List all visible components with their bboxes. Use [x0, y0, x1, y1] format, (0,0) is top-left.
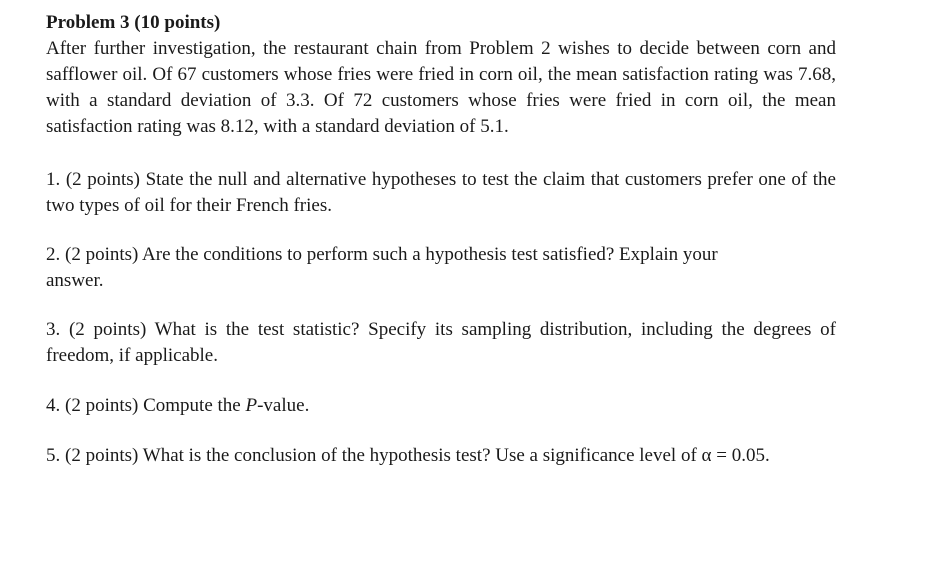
question-2-text: 2. (2 points) Are the conditions to perform such a hypothesis test satisfied? Explain your — [46, 244, 718, 265]
question-4-italic: P — [245, 395, 258, 416]
question-3: 3. (2 points) What is the test statistic? Specify its sampling distribution, including the degrees of freedom, if applicable. — [46, 319, 836, 366]
question-2-tail: answer. — [46, 270, 104, 291]
problem-title: Problem 3 (10 points) — [46, 12, 221, 33]
question-4-suffix: -value. — [257, 395, 310, 416]
problem-intro: After further investigation, the restaurant chain from Problem 2 wishes to decide between corn and safflower oil. Of 67 customers whose fries were fried in corn oil, the mean satisfaction rating was 7.68, with a standard deviation of 3.3. Of 72 customers whose fries were fried in corn oil, the mean satisfaction rating was 8.12, with a standard deviation of 5.1. — [46, 38, 836, 137]
problem-document — [46, 10, 836, 469]
question-1: 1. (2 points) State the null and alternative hypotheses to test the claim that customers prefer one of the two types of oil for their French fries. — [46, 169, 836, 216]
question-4 — [46, 393, 836, 419]
question-4-prefix: 4. (2 points) Compute the — [46, 395, 246, 416]
question-2 — [46, 242, 836, 294]
question-5: 5. (2 points) What is the conclusion of the hypothesis test? Use a significance level of α = 0.05. — [46, 445, 770, 466]
